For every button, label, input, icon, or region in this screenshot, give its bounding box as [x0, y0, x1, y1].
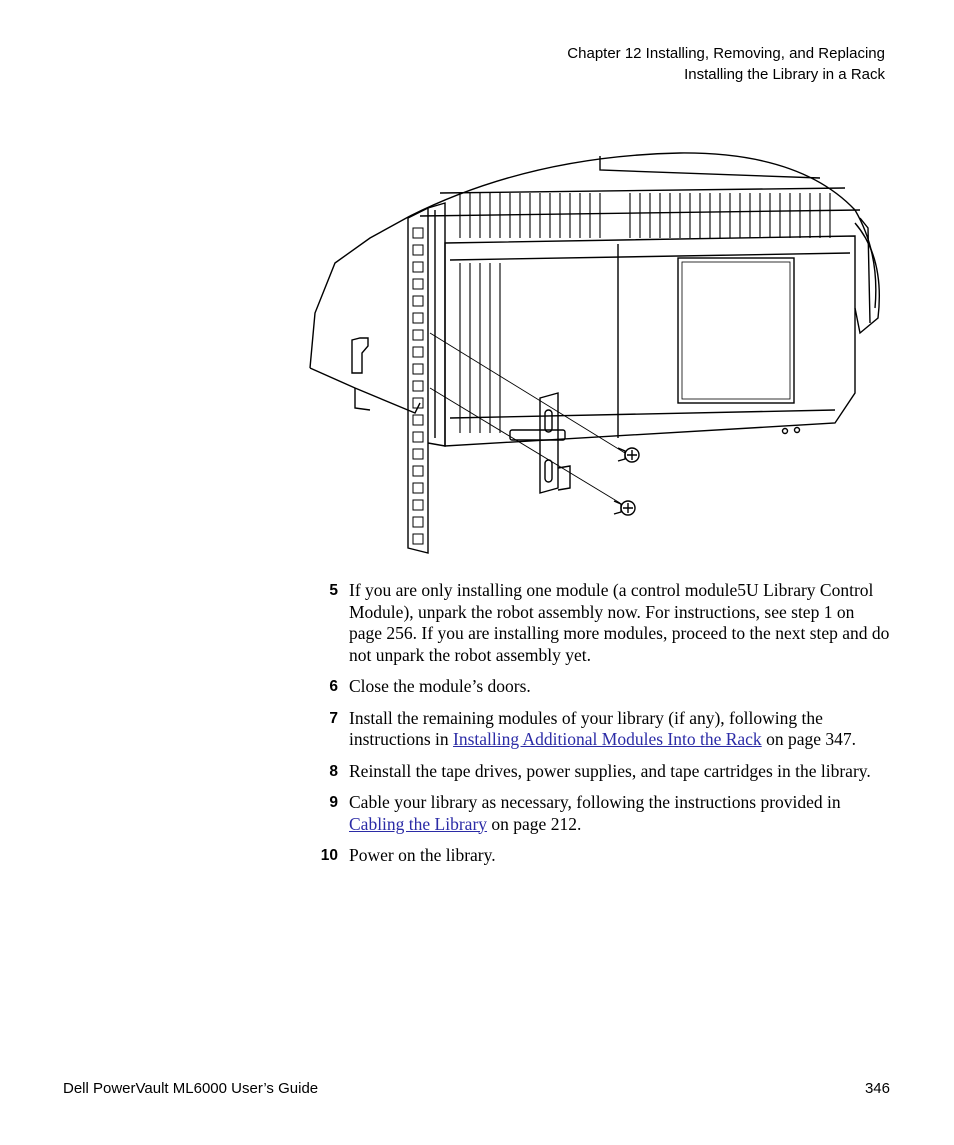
installing-additional-modules-link[interactable]: Installing Additional Modules Into the Rack	[453, 729, 762, 749]
step-10	[310, 845, 890, 867]
step-number: 10	[320, 847, 338, 864]
step-number: 9	[329, 794, 338, 811]
step-5	[310, 580, 890, 666]
library-rack-illustration	[300, 148, 890, 558]
step-text: Close the module’s doors.	[349, 676, 531, 696]
chapter-title: Chapter 12 Installing, Removing, and Replacing	[567, 45, 885, 62]
cabling-the-library-link[interactable]: Cabling the Library	[349, 813, 488, 834]
step-number: 7	[329, 709, 338, 727]
step-text-after-link: on page 347.	[761, 729, 856, 749]
step-6	[310, 676, 890, 698]
step-text: If you are only installing one module (a control module5U Library Control Module), unpark the robot assembly now. For instructions, see step 1 on page 256. If you are installing more modules, proceed to the next step and do not unpark the robot assembly yet.	[349, 580, 890, 665]
step-9	[310, 792, 890, 835]
step-text-before-link: Install the remaining modules of your library (if any), following the instructions in	[349, 707, 823, 749]
procedure-steps	[310, 580, 890, 877]
step-text-before-link: Cable your library as necessary, following the instructions provided in	[349, 792, 841, 812]
page-number: 346	[864, 1080, 890, 1097]
section-title: Installing the Library in a Rack	[684, 66, 885, 83]
step-number: 5	[329, 582, 338, 599]
step-text-after-link: on page 212.	[487, 813, 582, 834]
step-7	[310, 708, 890, 751]
guide-title: Dell PowerVault ML6000 User’s Guide	[63, 1080, 319, 1097]
step-text: Reinstall the tape drives, power supplies, and tape cartridges in the library.	[349, 760, 871, 781]
step-number: 8	[329, 762, 338, 780]
step-text: Power on the library.	[349, 845, 496, 865]
page-header	[567, 43, 885, 85]
step-8	[310, 761, 890, 783]
step-number: 6	[329, 678, 338, 695]
